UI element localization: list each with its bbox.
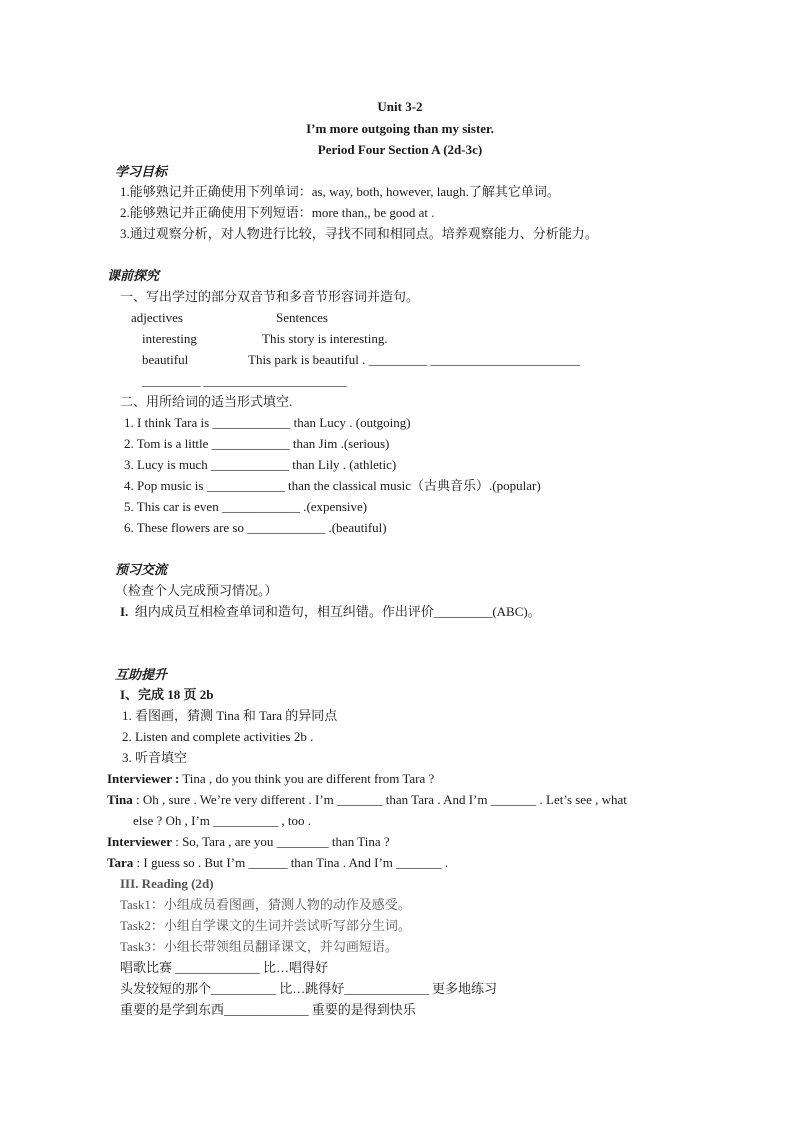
dialogue-speaker: Tara xyxy=(107,855,134,870)
dialogue-text: : Oh , sure . We’re very different . I’m _______ than Tara . And I’m _______ . Let’s see , what xyxy=(132,792,627,807)
task-item: Task2：小组自学课文的生词并尝试听写部分生词。 xyxy=(120,918,411,933)
dialogue-speaker: Tina xyxy=(107,792,133,807)
unit-title: Unit 3-2 xyxy=(377,99,423,114)
exercise-item: 1. I think Tara is ____________ than Lucy . (outgoing) xyxy=(124,415,411,430)
exercise-item: 5. This car is even ____________ .(expensive) xyxy=(124,499,368,514)
sentence-cell: This story is interesting. xyxy=(262,331,388,346)
exchange-note: （检查个人完成预习情况。） xyxy=(115,583,278,598)
dialogue-line xyxy=(107,833,390,851)
objective-item: 3.通过观察分析，对人物进行比较，寻找不同和相同点。培养观察能力、分析能力。 xyxy=(120,226,598,241)
phrase-row: 唱歌比赛 _____________ 比…唱得好 xyxy=(120,960,329,975)
sentence-cell: This park is beautiful . _________ _______________________ xyxy=(248,352,580,367)
preview-heading: 课前探究 xyxy=(107,268,160,283)
dialogue-text: Tina , do you think you are different from Tara ? xyxy=(179,771,435,786)
exercise-item: 4. Pop music is ____________ than the classical music（古典音乐）.(popular) xyxy=(124,478,541,493)
dialogue-line xyxy=(107,770,434,788)
period-title: Period Four Section A (2d-3c) xyxy=(317,142,483,157)
exchange-item-text: 组内成员互相检查单词和造句，相互纠错。作出评价_________(ABC)。 xyxy=(134,604,541,619)
improve-sub1: I、完成 18 页 2b xyxy=(120,687,214,702)
exchange-item-number: I. xyxy=(120,604,129,619)
dialogue-line xyxy=(107,854,448,872)
objectives-heading: 学习目标 xyxy=(115,164,168,179)
dialogue-line xyxy=(133,812,311,830)
dialogue-line xyxy=(107,791,627,809)
exchange-heading: 预习交流 xyxy=(115,562,168,577)
task-item: Task3：小组长带领组员翻译课文，并勾画短语。 xyxy=(120,939,398,954)
lesson-title: I’m more outgoing than my sister. xyxy=(306,121,494,136)
part2-title: 二、用所给词的适当形式填空. xyxy=(120,394,293,409)
step-item: 2. Listen and complete activities 2b . xyxy=(122,729,314,744)
dialogue-text: : So, Tara , are you ________ than Tina ? xyxy=(171,834,390,849)
step-item: 1. 看图画，猜测 Tina 和 Tara 的异同点 xyxy=(122,708,338,723)
part1-title: 一、写出学过的部分双音节和多音节形容词并造句。 xyxy=(120,289,420,304)
adjective-cell: interesting xyxy=(142,331,197,346)
dialogue-text: else ? Oh , I’m __________ , too . xyxy=(133,813,312,828)
col-adjectives: adjectives xyxy=(131,310,183,325)
reading-title: III. Reading (2d) xyxy=(120,876,214,891)
dialogue-speaker: Interviewer xyxy=(107,834,172,849)
exercise-item: 3. Lucy is much ____________ than Lily . (athletic) xyxy=(124,457,397,472)
exercise-item: 6. These flowers are so ____________ .(beautiful) xyxy=(124,520,387,535)
improve-heading: 互助提升 xyxy=(115,667,168,682)
phrase-row: 重要的是学到东西_____________ 重要的是得到快乐 xyxy=(120,1002,416,1017)
exercise-item: 2. Tom is a little ____________ than Jim .(serious) xyxy=(124,436,390,451)
dialogue-text: : I guess so . But I’m ______ than Tina . And I’m _______ . xyxy=(133,855,449,870)
col-sentences: Sentences xyxy=(276,310,328,325)
adjective-cell: beautiful xyxy=(142,352,189,367)
step-item: 3. 听音填空 xyxy=(122,750,188,765)
phrase-row: 头发较短的那个__________ 比…跳得好_____________ 更多地练习 xyxy=(120,981,498,996)
objective-item: 2.能够熟记并正确使用下列短语：more than,, be good at . xyxy=(120,205,435,220)
exchange-item xyxy=(120,603,541,621)
task-item: Task1：小组成员看图画，猜测人物的动作及感受。 xyxy=(120,897,411,912)
blank-line: _________ ______________________ xyxy=(142,373,347,388)
objective-item: 1.能够熟记并正确使用下列单词：as, way, both, however, laugh.了解其它单词。 xyxy=(120,184,560,199)
dialogue-speaker: Interviewer : xyxy=(107,771,180,786)
